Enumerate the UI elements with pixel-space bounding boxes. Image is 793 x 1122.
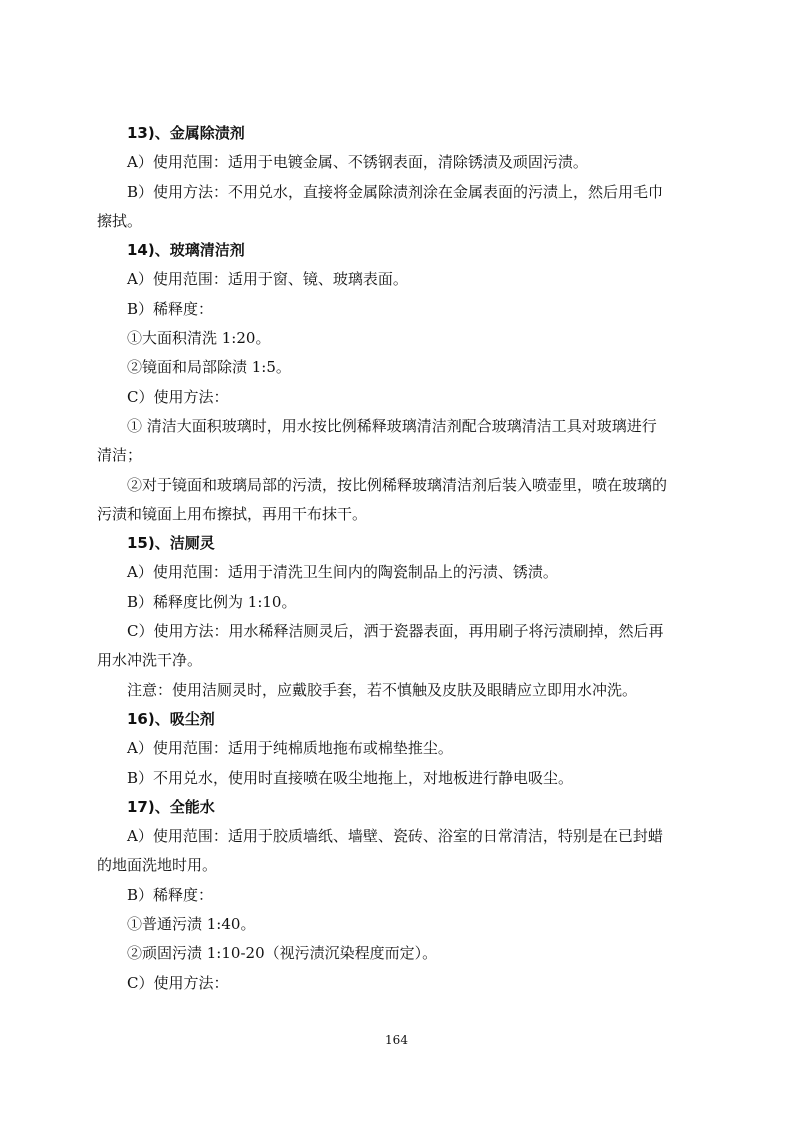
paragraph-line: B）稀释度： bbox=[127, 299, 214, 318]
paragraph-line: ①普通污渍 1:40。 bbox=[127, 915, 256, 934]
section-heading-14: 14)、玻璃清洁剂 bbox=[127, 241, 245, 260]
paragraph-line: ②对于镜面和玻璃局部的污渍，按比例稀释玻璃清洁剂后装入喷壶里，喷在玻璃的 bbox=[127, 475, 668, 494]
paragraph-line: C）使用方法：用水稀释洁厕灵后，洒于瓷器表面，再用刷子将污渍刷掉，然后再 bbox=[127, 622, 664, 641]
paragraph-line-continuation: 擦拭。 bbox=[97, 211, 143, 230]
paragraph-line: A）使用范围：适用于电镀金属、不锈钢表面，清除锈渍及顽固污渍。 bbox=[127, 153, 588, 172]
section-heading-13: 13)、金属除渍剂 bbox=[127, 124, 245, 142]
paragraph-line-continuation: 用水冲洗干净。 bbox=[97, 651, 203, 670]
paragraph-line-continuation: 污渍和镜面上用布擦拭，再用干布抹干。 bbox=[97, 504, 368, 523]
paragraph-line: C）使用方法： bbox=[127, 387, 229, 406]
paragraph-line: ①大面积清洗 1:20。 bbox=[127, 329, 271, 348]
paragraph-line: B）使用方法：不用兑水，直接将金属除渍剂涂在金属表面的污渍上，然后用毛巾 bbox=[127, 182, 664, 201]
paragraph-line: A）使用范围：适用于窗、镜、玻璃表面。 bbox=[127, 270, 408, 289]
paragraph-line-continuation: 清洁； bbox=[97, 446, 143, 465]
paragraph-line-continuation: 的地面洗地时用。 bbox=[97, 856, 218, 875]
page-number: 164 bbox=[385, 1033, 408, 1047]
paragraph-line: ②顽固污渍 1:10-20（视污渍沉染程度而定）。 bbox=[127, 944, 438, 963]
paragraph-line: A）使用范围：适用于胶质墙纸、墙壁、瓷砖、浴室的日常清洁，特别是在已封蜡 bbox=[127, 827, 663, 846]
section-heading-17: 17)、全能水 bbox=[127, 797, 215, 816]
page-content bbox=[97, 119, 697, 998]
paragraph-line: C）使用方法： bbox=[127, 973, 229, 992]
paragraph-line: A）使用范围：适用于纯棉质地拖布或棉垫推尘。 bbox=[127, 739, 453, 758]
paragraph-line: B）稀释度： bbox=[127, 885, 214, 904]
paragraph-line: B）不用兑水，使用时直接喷在吸尘地拖上，对地板进行静电吸尘。 bbox=[127, 768, 574, 787]
section-heading-16: 16)、吸尘剂 bbox=[127, 709, 215, 728]
paragraph-line: ②镜面和局部除渍 1:5。 bbox=[127, 358, 291, 377]
paragraph-line: A）使用范围：适用于清洗卫生间内的陶瓷制品上的污渍、锈渍。 bbox=[127, 563, 558, 582]
section-heading-15: 15)、洁厕灵 bbox=[127, 534, 215, 553]
paragraph-line: B）稀释度比例为 1:10。 bbox=[127, 592, 297, 611]
note-line: 注意：使用洁厕灵时，应戴胶手套，若不慎触及皮肤及眼睛应立即用水冲洗。 bbox=[127, 680, 638, 699]
paragraph-line: ① 清洁大面积玻璃时，用水按比例稀释玻璃清洁剂配合玻璃清洁工具对玻璃进行 bbox=[127, 416, 657, 435]
